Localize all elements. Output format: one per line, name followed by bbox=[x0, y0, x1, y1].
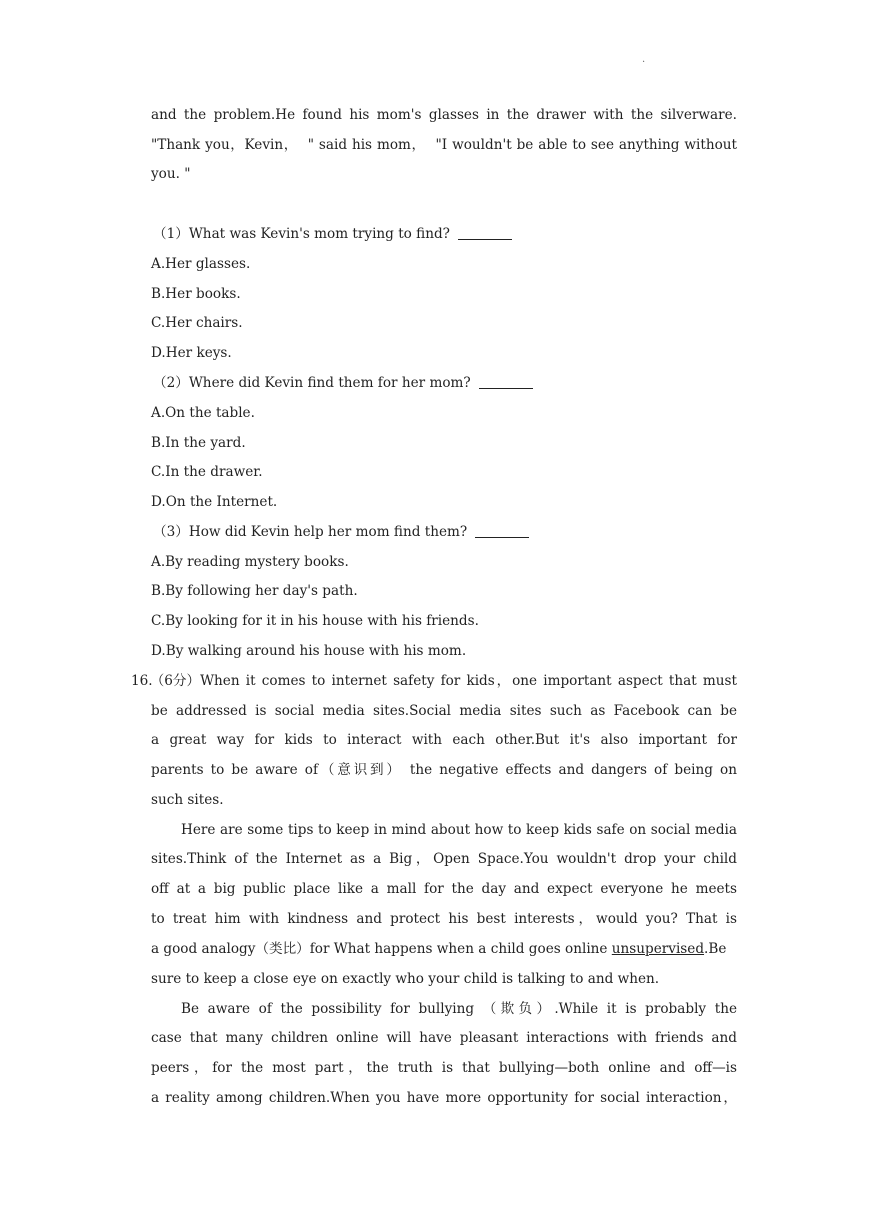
option-a: A.Her glasses. bbox=[151, 256, 251, 272]
option-b: B.In the yard. bbox=[151, 435, 246, 451]
passage-line: "Thank you，Kevin， " said his mom， "I wouldn't be able to see anything without bbox=[151, 137, 737, 153]
question-1 bbox=[153, 224, 739, 244]
question-prompt: （2）Where did Kevin find them for her mom? bbox=[153, 375, 471, 391]
option-a: A.By reading mystery books. bbox=[151, 554, 349, 570]
passage-line: a great way for kids to interact with each other.But it's also important for bbox=[151, 732, 737, 748]
passage-line: When it comes to internet safety for kids，one important aspect that must bbox=[200, 673, 737, 689]
option-c: C.In the drawer. bbox=[151, 464, 263, 480]
passage-line: parents to be aware of（意识到） the negative effects and dangers of being on bbox=[151, 762, 737, 778]
passage-line-with-underline bbox=[151, 939, 737, 959]
question-score: （6分） bbox=[150, 673, 201, 689]
option-b: B.Her books. bbox=[151, 286, 241, 302]
passage-line: be addressed is social media sites.Social media sites such as Facebook can be bbox=[151, 703, 737, 719]
passage-line: and the problem.He found his mom's glasses in the drawer with the silverware. bbox=[151, 107, 737, 123]
answer-blank bbox=[479, 374, 533, 389]
question-prompt: （3）How did Kevin help her mom find them? bbox=[153, 524, 468, 540]
option-a: A.On the table. bbox=[151, 405, 255, 421]
paragraph-3-first-line: Be aware of the possibility for bullying （欺负）.While it is probably the bbox=[181, 1001, 737, 1017]
passage-line: peers，for the most part，the truth is that bullying—both online and off—is bbox=[151, 1060, 737, 1076]
option-d: D.Her keys. bbox=[151, 345, 232, 361]
page-marker-dot: . bbox=[642, 54, 646, 65]
passage-line: such sites. bbox=[151, 792, 224, 808]
option-d: D.On the Internet. bbox=[151, 494, 278, 510]
option-d: D.By walking around his house with his mom. bbox=[151, 643, 467, 659]
question-2 bbox=[153, 373, 739, 393]
question-3 bbox=[153, 522, 739, 542]
passage-line: a reality among children.When you have more opportunity for social interaction， bbox=[151, 1090, 737, 1106]
question-number: 16. bbox=[131, 673, 153, 689]
passage-line: you. " bbox=[151, 166, 191, 182]
question-prompt: （1）What was Kevin's mom trying to find? bbox=[153, 226, 450, 242]
option-b: B.By following her day's path. bbox=[151, 583, 358, 599]
option-c: C.By looking for it in his house with his friends. bbox=[151, 613, 479, 629]
answer-blank bbox=[458, 225, 512, 240]
passage-line: sure to keep a close eye on exactly who your child is talking to and when. bbox=[151, 971, 660, 987]
passage-line: sites.Think of the Internet as a Big，Open Space.You wouldn't drop your child bbox=[151, 851, 737, 867]
passage-line: off at a big public place like a mall for the day and expect everyone he meets bbox=[151, 881, 737, 897]
passage-text: .Be bbox=[704, 941, 727, 957]
answer-blank bbox=[475, 523, 529, 538]
option-c: C.Her chairs. bbox=[151, 315, 243, 331]
underlined-word: unsupervised bbox=[611, 941, 705, 957]
passage-line: case that many children online will have pleasant interactions with friends and bbox=[151, 1030, 737, 1046]
passage-text: a good analogy（类比）for What happens when a child goes online bbox=[151, 941, 612, 957]
passage-line: to treat him with kindness and protect his best interests，would you? That is bbox=[151, 911, 737, 927]
question-16-first-line bbox=[131, 671, 737, 691]
paragraph-2-first-line: Here are some tips to keep in mind about how to keep kids safe on social media bbox=[181, 822, 737, 838]
